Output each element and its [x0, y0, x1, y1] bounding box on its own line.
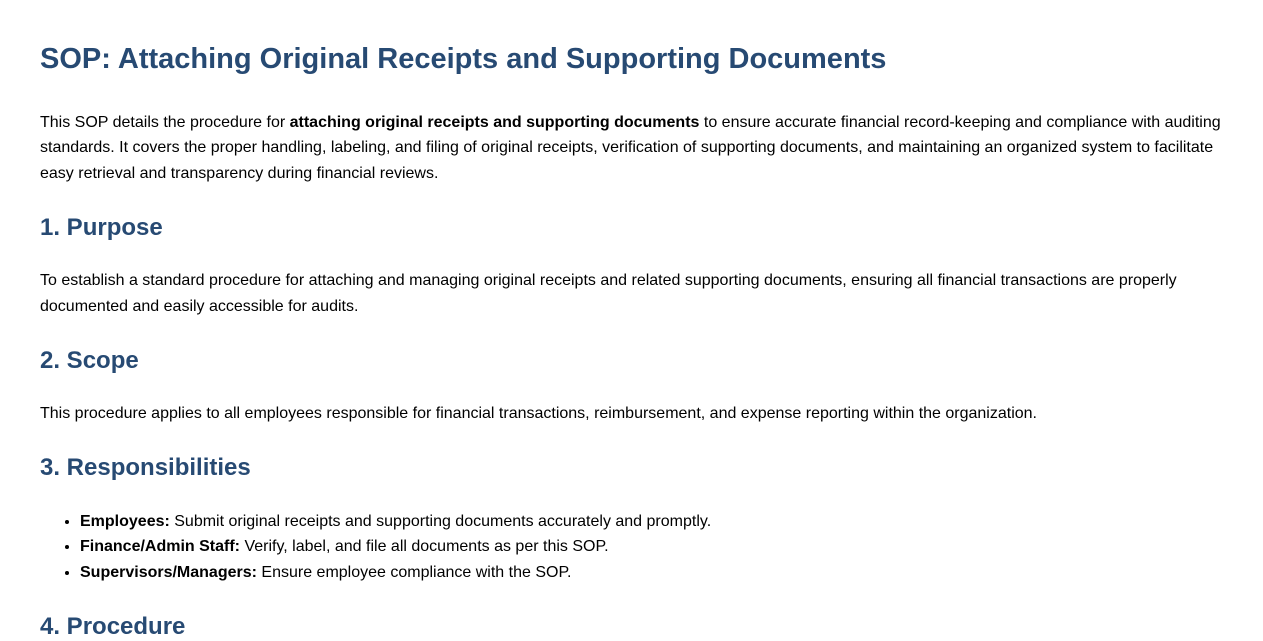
list-item-employees-text: Submit original receipts and supporting documents accurately and promptly. [169, 512, 712, 530]
list-item-finance-admin-staff-text: Verify, label, and file all documents as per this SOP. [240, 538, 609, 556]
list-item-supervisors-managers [80, 560, 1223, 586]
section-heading-procedure: 4. Procedure [40, 612, 186, 640]
list-item-employees-label: Employees: [80, 512, 170, 530]
scope-paragraph: This procedure applies to all employees responsible for financial transactions, reimbursement, and expense reporting within the organization. [40, 405, 1037, 423]
purpose-paragraph: To establish a standard procedure for attaching and managing original receipts and related supporting documents, ensuring all financial transactions are properly documented and easily accessible for audits. [40, 272, 1177, 315]
list-item-supervisors-managers-text: Ensure employee compliance with the SOP. [256, 563, 572, 581]
intro-text-pre: This SOP details the procedure for [40, 113, 290, 131]
intro-paragraph [40, 110, 1223, 187]
responsibilities-list [40, 509, 1223, 586]
list-item-finance-admin-staff [80, 534, 1223, 560]
section-heading-purpose: 1. Purpose [40, 213, 163, 241]
page-title: SOP: Attaching Original Receipts and Supporting Documents [40, 43, 887, 75]
section-heading-scope: 2. Scope [40, 346, 139, 374]
intro-text-post: to ensure accurate financial record-keeping and compliance with auditing standards. It covers the proper handling, labeling, and filing of original receipts, verification of supporting documents, and maintaining an organized system to facilitate easy retrieval and transparency during financial reviews. [40, 113, 1221, 182]
intro-text-bold: attaching original receipts and supporting documents [289, 113, 700, 131]
list-item-finance-admin-staff-label: Finance/Admin Staff: [80, 538, 241, 556]
list-item-employees [80, 509, 1223, 535]
section-heading-responsibilities: 3. Responsibilities [40, 453, 251, 481]
list-item-supervisors-managers-label: Supervisors/Managers: [80, 563, 257, 581]
